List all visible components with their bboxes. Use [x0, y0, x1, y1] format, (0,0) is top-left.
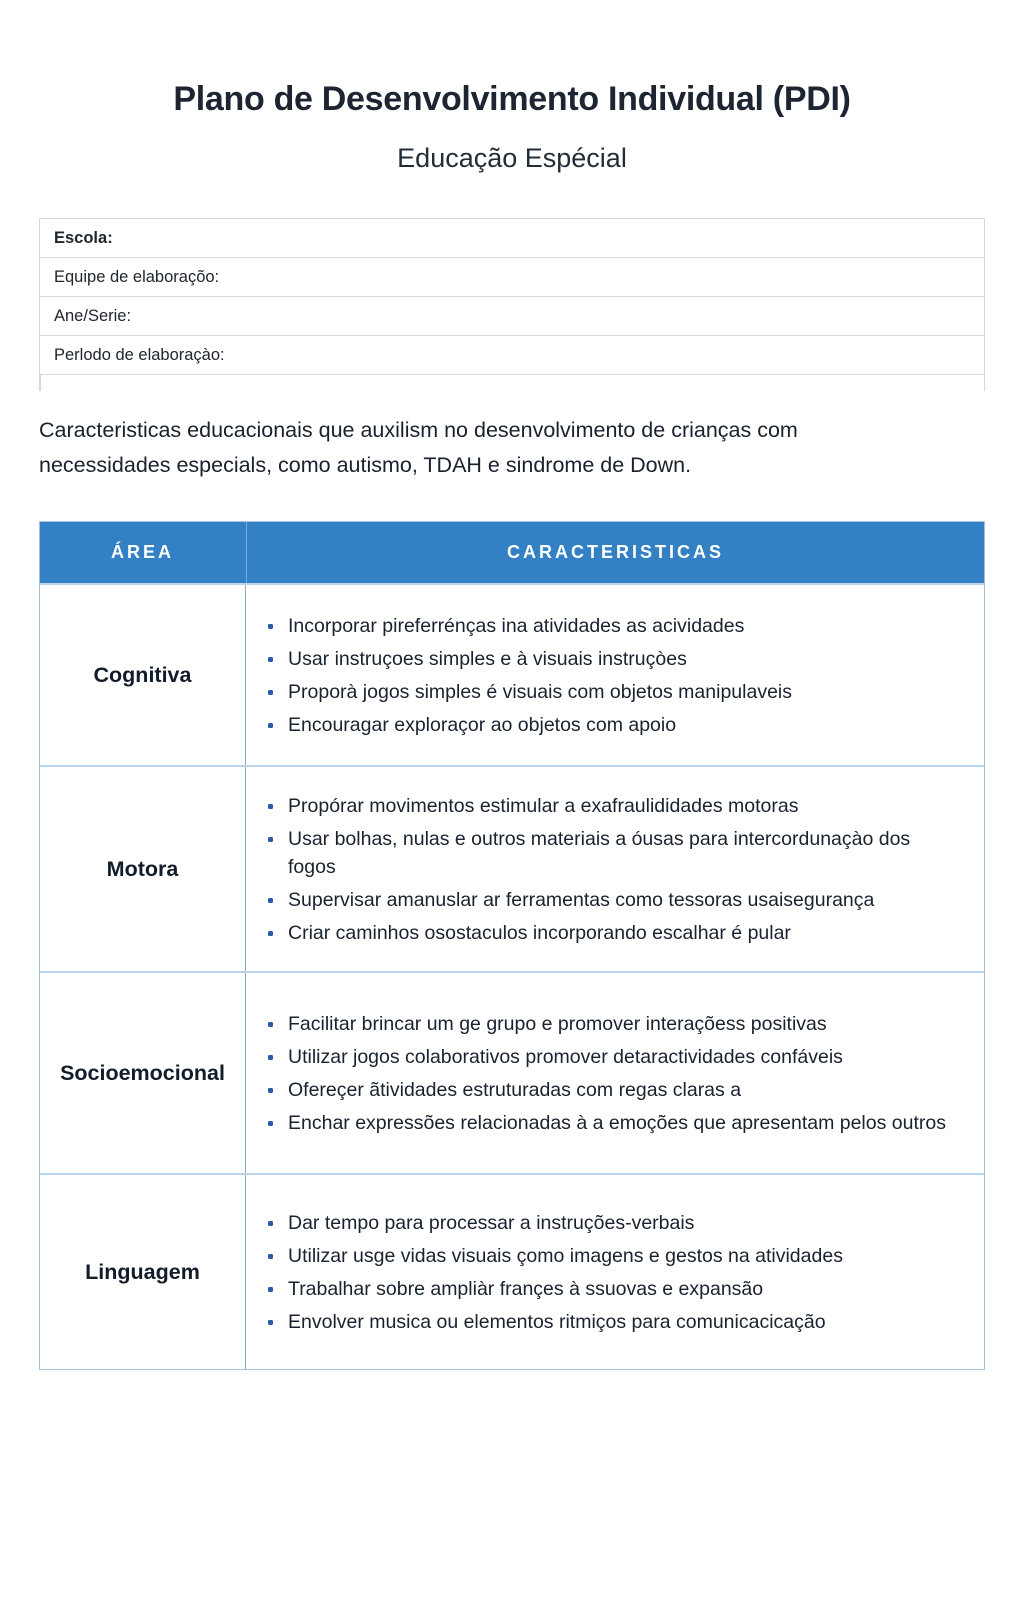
bullet-icon	[268, 1287, 273, 1292]
bullet-icon	[268, 657, 273, 662]
info-form	[39, 218, 985, 391]
bullet-icon	[268, 1320, 273, 1325]
form-field-periodo	[40, 336, 984, 375]
bullet-list	[264, 607, 960, 744]
list-item-text: Usar instruçoes simples e à visuais instruçòes	[288, 647, 687, 670]
list-item	[264, 1076, 960, 1104]
bullet-icon	[268, 624, 273, 629]
list-item	[264, 612, 960, 640]
intro-paragraph	[39, 413, 985, 483]
characteristics-cell	[246, 1175, 984, 1369]
characteristics-cell	[246, 973, 984, 1173]
list-item	[264, 919, 960, 947]
list-item-text: Envolver musica ou elementos ritmiços para comunicacicação	[288, 1310, 826, 1333]
list-item-text: Dar tempo para processar a instruções-verbais	[288, 1211, 695, 1234]
list-item	[264, 825, 960, 881]
bullet-list	[264, 1204, 960, 1341]
form-partial-row	[40, 375, 984, 391]
column-header-caracteristicas: CARACTERISTICAS	[246, 522, 984, 583]
list-item	[264, 1109, 960, 1137]
form-field-escola	[40, 219, 984, 258]
list-item-text: Ofereçer ãtividades estruturadas com regas claras a	[288, 1078, 742, 1101]
list-item-text: Enchar expressões relacionadas à a emoções que apresentam pelos outros	[288, 1111, 946, 1134]
list-item-text: Supervisar amanuslar ar ferramentas como tessoras usaisegurança	[288, 888, 875, 911]
form-field-equipe	[40, 258, 984, 297]
bullet-icon	[268, 1022, 273, 1027]
list-item-text: Facilitar brincar um ge grupo e promover interaçõess positivas	[288, 1012, 827, 1035]
area-label: Socioemocional	[40, 973, 246, 1173]
characteristics-cell	[246, 585, 984, 765]
list-item	[264, 1043, 960, 1071]
list-item	[264, 645, 960, 673]
page-subtitle: Educação Espécial	[397, 143, 627, 173]
table-row-cognitiva	[40, 583, 984, 765]
list-item	[264, 1010, 960, 1038]
characteristics-table	[39, 521, 985, 1370]
form-field-label: Equipe de elaboraçõo:	[54, 267, 220, 286]
list-item-text: Utilizar jogos colaborativos promover detaractividades confáveis	[288, 1045, 843, 1068]
area-label: Linguagem	[40, 1175, 246, 1369]
characteristics-cell	[246, 767, 984, 971]
area-label: Cognitiva	[40, 585, 246, 765]
list-item	[264, 711, 960, 739]
list-item	[264, 1209, 960, 1237]
form-field-ano-serie	[40, 297, 984, 336]
table-row-linguagem	[40, 1173, 984, 1369]
list-item	[264, 886, 960, 914]
intro-line: Caracteristicas educacionais que auxilism no desenvolvimento de crianças com	[39, 418, 798, 442]
bullet-icon	[268, 931, 273, 936]
area-label: Motora	[40, 767, 246, 971]
bullet-list	[264, 1005, 960, 1142]
bullet-icon	[268, 1121, 273, 1126]
column-header-area: ÁREA	[40, 522, 246, 583]
page-title: Plano de Desenvolvimento Individual (PDI)	[173, 80, 851, 118]
list-item	[264, 1242, 960, 1270]
bullet-icon	[268, 837, 273, 842]
list-item-text: Incorporar pireferrénças ina atividades as acividades	[288, 614, 745, 637]
bullet-list	[264, 787, 960, 952]
bullet-icon	[268, 898, 273, 903]
form-field-label: Escola:	[54, 228, 113, 247]
bullet-icon	[268, 1088, 273, 1093]
list-item	[264, 1275, 960, 1303]
bullet-icon	[268, 1055, 273, 1060]
list-item	[264, 792, 960, 820]
bullet-icon	[268, 804, 273, 809]
list-item-text: Trabalhar sobre ampliàr françes à ssuovas e expansão	[288, 1277, 764, 1300]
bullet-icon	[268, 690, 273, 695]
list-item	[264, 678, 960, 706]
table-row-socioemocional	[40, 971, 984, 1173]
list-item-text: Utilizar usge vidas visuais çomo imagens e gestos na atividades	[288, 1244, 843, 1267]
table-row-motora	[40, 765, 984, 971]
intro-line: necessidades especials, como autismo, TDAH e sindrome de Down.	[39, 453, 692, 477]
list-item-text: Encouragar exploraçor ao objetos com apoio	[288, 713, 677, 736]
bullet-icon	[268, 723, 273, 728]
list-item-text: Usar bolhas, nulas e outros materiais a óusas para intercordunaçào dos fogos	[288, 827, 911, 878]
document-page	[0, 80, 1024, 1370]
form-field-label: Ane/Serie:	[54, 306, 132, 325]
list-item-text: Proporà jogos simples é visuais com objetos manipulaveis	[288, 680, 792, 703]
list-item-text: Criar caminhos osostaculos incorporando escalhar é pular	[288, 921, 791, 944]
form-field-label: Perlodo de elaboraçào:	[54, 345, 225, 364]
bullet-icon	[268, 1254, 273, 1259]
bullet-icon	[268, 1221, 273, 1226]
table-header-row	[40, 522, 984, 583]
list-item	[264, 1308, 960, 1336]
list-item-text: Propórar movimentos estimular a exafraulididades motoras	[288, 794, 799, 817]
